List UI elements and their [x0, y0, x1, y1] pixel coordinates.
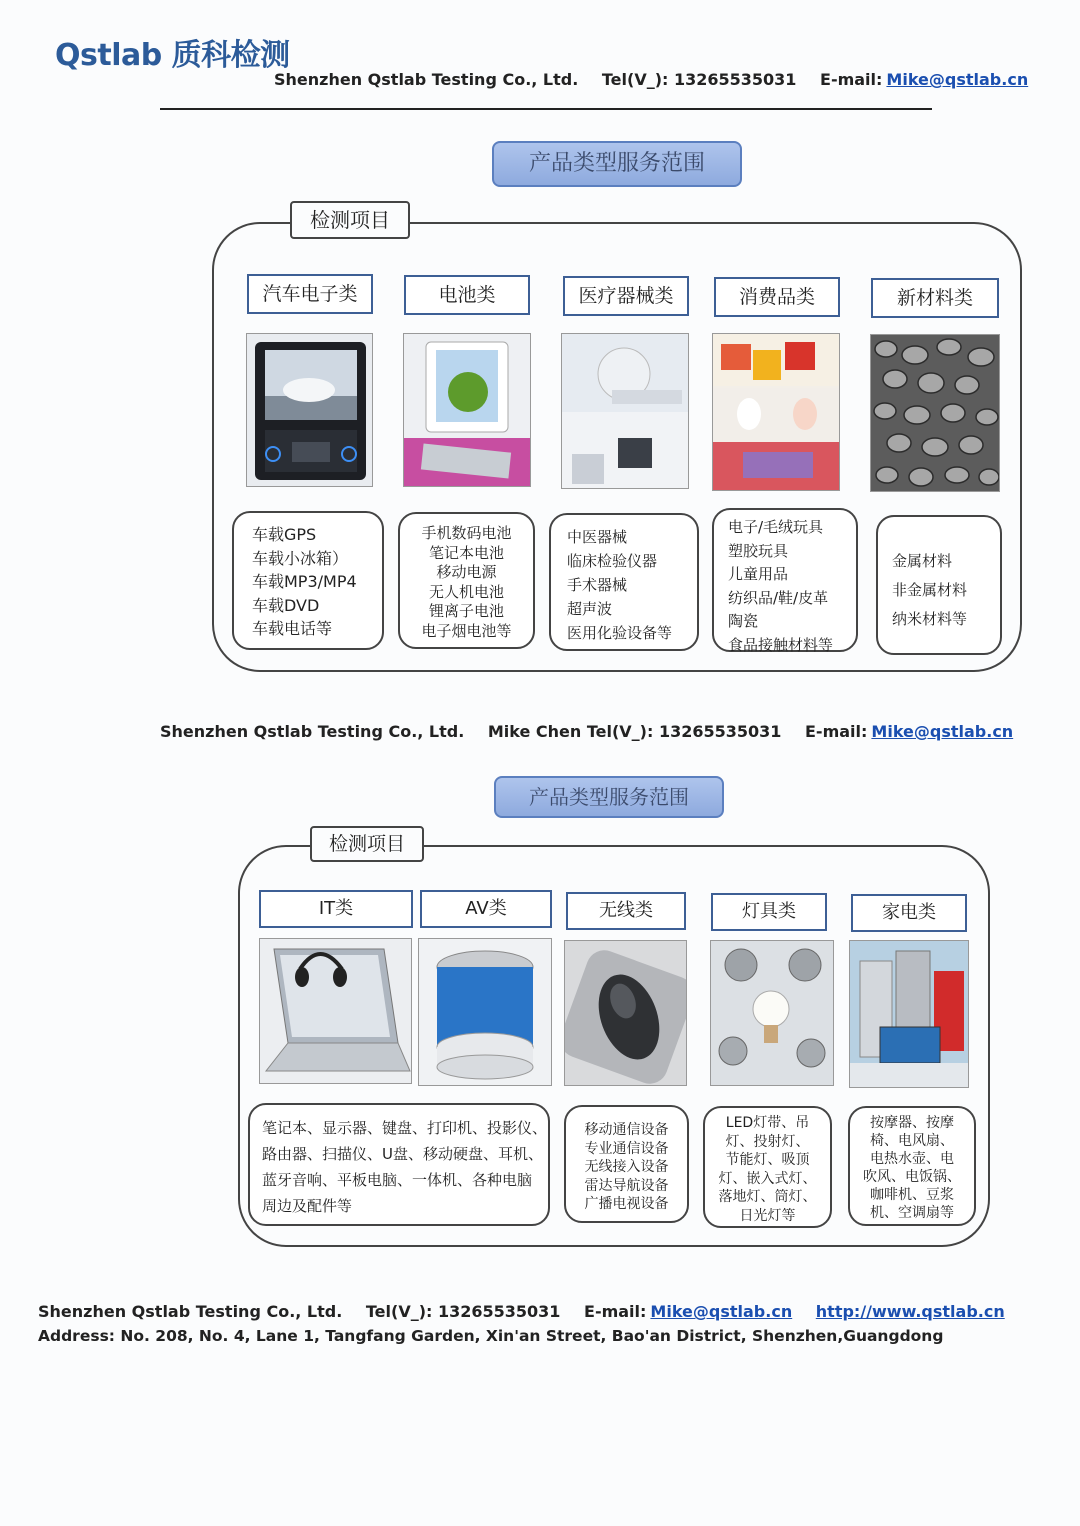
list-item: 雷达导航设备	[584, 1177, 669, 1194]
list-item: 临床检验仪器	[567, 552, 658, 570]
consumer-products-image	[712, 333, 840, 491]
category-new-materials: 新材料类	[871, 278, 999, 318]
list-item: 金属材料	[892, 552, 953, 570]
list-item: 蓝牙音响、平板电脑、一体机、各种电脑	[262, 1171, 533, 1189]
category-appliances: 家电类	[851, 894, 967, 932]
mid-company: Shenzhen Qstlab Testing Co., Ltd.	[160, 722, 465, 741]
car-dvd-image	[246, 333, 373, 487]
list-item: 专业通信设备	[584, 1140, 669, 1157]
list-item: 塑胶玩具	[728, 541, 789, 560]
list-item: 灯、嵌入式灯、	[718, 1170, 817, 1187]
footer-address: Address: No. 208, No. 4, Lane 1, Tangfang Garden, Xin'an Street, Bao'an District, Shenzhen,Guangdong	[38, 1327, 944, 1345]
list-item: 食品接触材料等	[728, 635, 834, 654]
home-appliances-image	[849, 940, 969, 1088]
list-item: 按摩器、按摩	[870, 1115, 954, 1131]
list-item: 落地灯、筒灯、	[718, 1189, 817, 1205]
list-item: 机、空调扇等	[870, 1205, 954, 1221]
section2-legend: 检测项目	[310, 826, 424, 862]
list-item: 无人机电池	[428, 582, 504, 601]
list-item: 车载DVD	[252, 595, 320, 615]
list-item: 非金属材料	[892, 581, 968, 599]
list-item: 节能灯、吸顶	[725, 1152, 810, 1168]
company-logo: Qstlab 质科检测	[55, 38, 290, 73]
list-item: 车载小冰箱）	[252, 548, 349, 568]
medical-list	[549, 513, 699, 651]
it-av-list	[248, 1103, 550, 1226]
list-item: 咖啡机、豆浆	[870, 1187, 954, 1203]
list-item: 笔记本电池	[428, 543, 504, 562]
list-item: 电子/毛绒玩具	[728, 518, 824, 536]
list-item: 移动通信设备	[584, 1122, 669, 1138]
list-item: 笔记本、显示器、键盘、打印机、投影仪、	[262, 1119, 548, 1137]
list-item: 无线接入设备	[584, 1159, 669, 1175]
list-item: 电热水壶、电	[870, 1151, 954, 1167]
list-item: 广播电视设备	[584, 1196, 669, 1212]
new-materials-image	[870, 334, 1000, 492]
section2-banner: 产品类型服务范围	[494, 776, 724, 818]
list-item: 路由器、扫描仪、U盘、移动硬盘、耳机、	[262, 1145, 543, 1163]
list-item: 陶瓷	[728, 612, 759, 630]
bluetooth-speaker-image	[418, 938, 552, 1086]
list-item: 锂离子电池	[428, 602, 504, 620]
list-item: 手术器械	[567, 576, 628, 594]
category-av: AV类	[420, 890, 552, 928]
list-item: 儿童用品	[728, 565, 789, 583]
footer-email-label: E-mail:	[584, 1302, 647, 1321]
list-item: 纺织品/鞋/皮革	[728, 588, 829, 607]
list-item: 纳米材料等	[892, 610, 968, 628]
list-item: 医用化验设备等	[567, 624, 673, 642]
appliances-list	[848, 1106, 976, 1226]
list-item: 车载电话等	[252, 619, 333, 638]
battery-tablet-image	[403, 333, 531, 487]
list-item: 周边及配件等	[262, 1197, 353, 1215]
section1-legend: 检测项目	[290, 201, 410, 239]
category-it: IT类	[259, 890, 413, 928]
list-item: 吹风、电饭锅、	[863, 1169, 961, 1185]
category-consumer: 消费品类	[714, 277, 840, 317]
led-lamps-image	[710, 940, 834, 1086]
list-item: 中医器械	[567, 528, 628, 546]
footer-website-link[interactable]: http://www.qstlab.cn	[815, 1302, 1005, 1321]
header-contact	[274, 70, 1028, 89]
footer-contact	[38, 1302, 1005, 1321]
mid-email-label: E-mail:	[805, 722, 868, 741]
list-item: LED灯带、吊	[725, 1115, 810, 1131]
wireless-mouse-image	[564, 940, 687, 1086]
mid-email-link[interactable]: Mike@qstlab.cn	[871, 722, 1014, 741]
category-lamps: 灯具类	[711, 893, 827, 931]
footer-tel: Tel(V_): 13265535031	[365, 1302, 561, 1321]
header-company: Shenzhen Qstlab Testing Co., Ltd.	[274, 70, 579, 89]
mid-tel: Mike Chen Tel(V_): 13265535031	[487, 722, 782, 741]
list-item: 车载MP3/MP4	[252, 572, 357, 591]
list-item: 灯、投射灯、	[725, 1133, 810, 1150]
header-divider	[160, 108, 932, 110]
category-wireless: 无线类	[566, 892, 686, 930]
header-email-link[interactable]: Mike@qstlab.cn	[886, 70, 1029, 89]
medical-device-image	[561, 333, 689, 489]
list-item: 超声波	[567, 600, 613, 618]
list-item: 电子烟电池等	[421, 621, 512, 640]
list-item: 日光灯等	[739, 1207, 796, 1224]
header-email-label: E-mail:	[820, 70, 883, 89]
list-item: 车载GPS	[252, 525, 317, 544]
wireless-list	[564, 1105, 689, 1223]
footer-email-link[interactable]: Mike@qstlab.cn	[650, 1302, 793, 1321]
laptop-headset-image	[259, 938, 412, 1084]
list-item: 椅、电风扇、	[870, 1133, 954, 1149]
list-item: 手机数码电池	[421, 524, 512, 542]
consumer-list	[712, 508, 858, 652]
footer-company: Shenzhen Qstlab Testing Co., Ltd.	[38, 1302, 343, 1321]
header-tel: Tel(V_): 13265535031	[601, 70, 797, 89]
mid-contact	[160, 722, 1013, 741]
auto-electronics-list	[232, 511, 384, 650]
lamps-list	[703, 1106, 832, 1228]
section1-banner: 产品类型服务范围	[492, 141, 742, 187]
list-item: 移动电源	[436, 563, 497, 581]
new-materials-list	[876, 515, 1002, 655]
battery-list	[398, 512, 535, 649]
category-battery: 电池类	[404, 275, 530, 315]
category-medical: 医疗器械类	[563, 276, 689, 316]
category-auto-electronics: 汽车电子类	[247, 274, 373, 314]
